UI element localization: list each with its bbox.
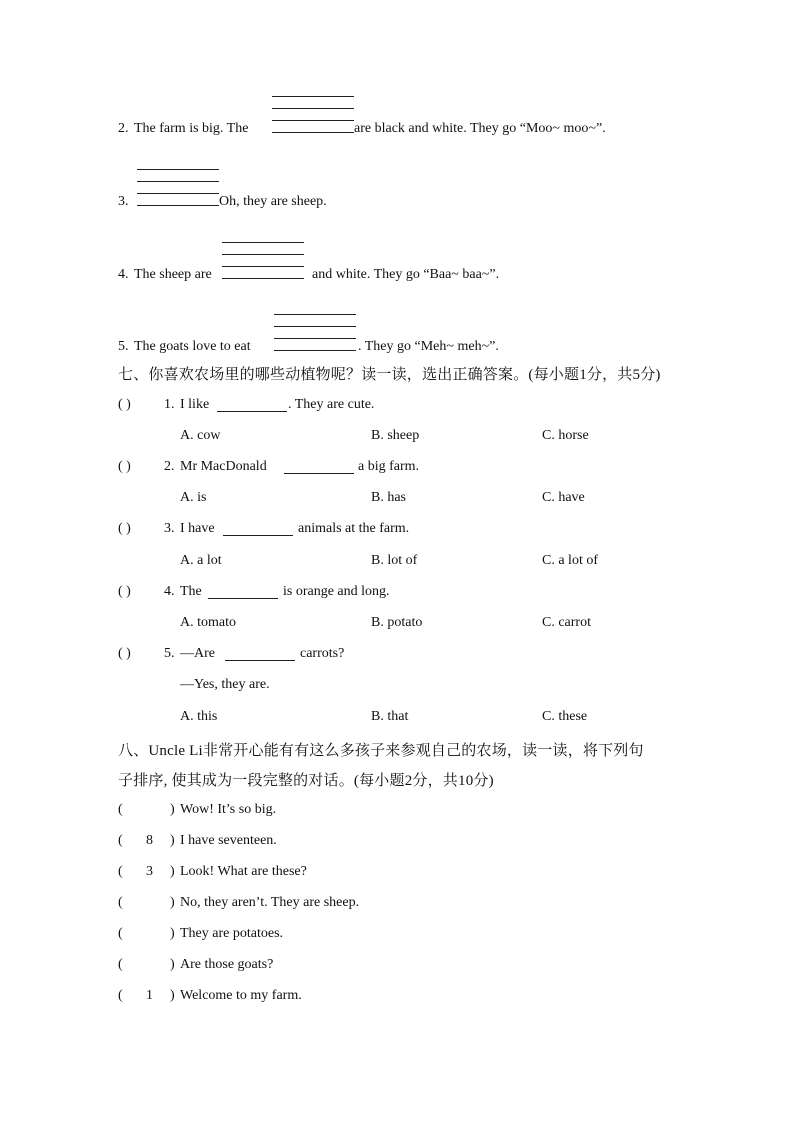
writing-line: [137, 169, 219, 170]
option-c[interactable]: C. these: [542, 709, 588, 724]
order-item-open-paren: (: [118, 802, 123, 817]
answer-blank[interactable]: [225, 660, 295, 661]
section-8-title-line-2: 子排序, 使其成为一段完整的对话。(每小题2分，共10分): [118, 773, 494, 789]
option-a[interactable]: A. this: [180, 709, 218, 724]
question-number: 5.: [164, 646, 175, 661]
question-text-after: animals at the farm.: [298, 521, 410, 536]
option-b[interactable]: B. has: [371, 490, 406, 505]
order-item-close-paren: ): [170, 988, 175, 1003]
question-text-before: The: [180, 584, 202, 599]
order-item-close-paren: ): [170, 926, 175, 941]
order-item-text: I have seventeen.: [180, 833, 277, 848]
order-item-text: Look! What are these?: [180, 864, 307, 879]
option-c[interactable]: C. carrot: [542, 615, 591, 630]
order-item-text: Wow! It’s so big.: [180, 802, 277, 817]
question-2-text-before: The farm is big. The: [134, 121, 249, 136]
question-5-text-before: The goats love to eat: [134, 339, 251, 354]
question-2-number: 2.: [118, 121, 129, 136]
question-text-after: a big farm.: [358, 459, 420, 474]
answer-blank[interactable]: [222, 278, 304, 279]
question-4-number: 4.: [118, 267, 129, 282]
answer-blank[interactable]: [208, 598, 278, 599]
question-text-before: I have: [180, 521, 215, 536]
question-5-number: 5.: [118, 339, 129, 354]
section-7-title: 七、你喜欢农场里的哪些动植物呢？读一读，选出正确答案。(每小题1分，共5分): [118, 367, 661, 383]
option-a[interactable]: A. cow: [180, 428, 221, 443]
answer-paren[interactable]: ( ): [118, 584, 131, 599]
answer-blank[interactable]: [284, 473, 354, 474]
order-item-text: Are those goats?: [180, 957, 274, 972]
option-c[interactable]: C. have: [542, 490, 585, 505]
question-text-after: carrots?: [300, 646, 345, 661]
order-item-answer[interactable]: 1: [146, 988, 153, 1003]
option-b[interactable]: B. lot of: [371, 553, 418, 568]
order-item-answer[interactable]: 3: [146, 864, 153, 879]
writing-line: [272, 120, 354, 121]
question-text-before: I like: [180, 397, 210, 412]
writing-line: [137, 181, 219, 182]
order-item-close-paren: ): [170, 895, 175, 910]
order-item-open-paren: (: [118, 833, 123, 848]
order-item-close-paren: ): [170, 957, 175, 972]
question-number: 2.: [164, 459, 175, 474]
answer-blank[interactable]: [272, 132, 354, 133]
writing-line: [272, 108, 354, 109]
writing-line: [137, 193, 219, 194]
writing-line: [272, 96, 354, 97]
question-2-text-after: are black and white. They go “Moo~ moo~”.: [354, 121, 606, 136]
question-number: 1.: [164, 397, 175, 412]
writing-line: [222, 266, 304, 267]
answer-blank[interactable]: [217, 411, 287, 412]
order-item-close-paren: ): [170, 864, 175, 879]
order-item-open-paren: (: [118, 957, 123, 972]
answer-paren[interactable]: ( ): [118, 397, 131, 412]
option-a[interactable]: A. a lot: [180, 553, 222, 568]
order-item-open-paren: (: [118, 988, 123, 1003]
option-a[interactable]: A. is: [180, 490, 207, 505]
order-item-close-paren: ): [170, 833, 175, 848]
answer-paren[interactable]: ( ): [118, 459, 131, 474]
answer-blank[interactable]: [274, 350, 356, 351]
writing-line: [222, 254, 304, 255]
order-item-text: Welcome to my farm.: [180, 988, 302, 1003]
question-3-text-after: Oh, they are sheep.: [219, 194, 327, 209]
order-item-close-paren: ): [170, 802, 175, 817]
writing-line: [222, 242, 304, 243]
answer-blank[interactable]: [223, 535, 293, 536]
question-3-number: 3.: [118, 194, 129, 209]
option-b[interactable]: B. that: [371, 709, 409, 724]
order-item-open-paren: (: [118, 864, 123, 879]
order-item-open-paren: (: [118, 895, 123, 910]
question-number: 3.: [164, 521, 175, 536]
writing-line: [274, 338, 356, 339]
writing-line: [274, 314, 356, 315]
question-5-text-after: . They go “Meh~ meh~”.: [358, 339, 499, 354]
order-item-text: They are potatoes.: [180, 926, 284, 941]
question-text-after: is orange and long.: [283, 584, 390, 599]
question-4-text-before: The sheep are: [134, 267, 212, 282]
answer-paren[interactable]: ( ): [118, 521, 131, 536]
question-text-before: Mr MacDonald: [180, 459, 267, 474]
option-b[interactable]: B. sheep: [371, 428, 420, 443]
option-c[interactable]: C. a lot of: [542, 553, 598, 568]
order-item-text: No, they aren’t. They are sheep.: [180, 895, 360, 910]
order-item-answer[interactable]: 8: [146, 833, 153, 848]
writing-line: [274, 326, 356, 327]
option-c[interactable]: C. horse: [542, 428, 589, 443]
question-text-after: . They are cute.: [288, 397, 375, 412]
answer-blank[interactable]: [137, 205, 219, 206]
section-8-title-line-1: 八、Uncle Li非常开心能有有这么多孩子来参观自己的农场，读一读，将下列句: [118, 743, 644, 759]
question-number: 4.: [164, 584, 175, 599]
option-b[interactable]: B. potato: [371, 615, 423, 630]
option-a[interactable]: A. tomato: [180, 615, 236, 630]
question-text-before: —Are: [180, 646, 215, 661]
order-item-open-paren: (: [118, 926, 123, 941]
dialogue-reply: —Yes, they are.: [180, 677, 270, 692]
answer-paren[interactable]: ( ): [118, 646, 131, 661]
question-4-text-after: and white. They go “Baa~ baa~”.: [312, 267, 500, 282]
